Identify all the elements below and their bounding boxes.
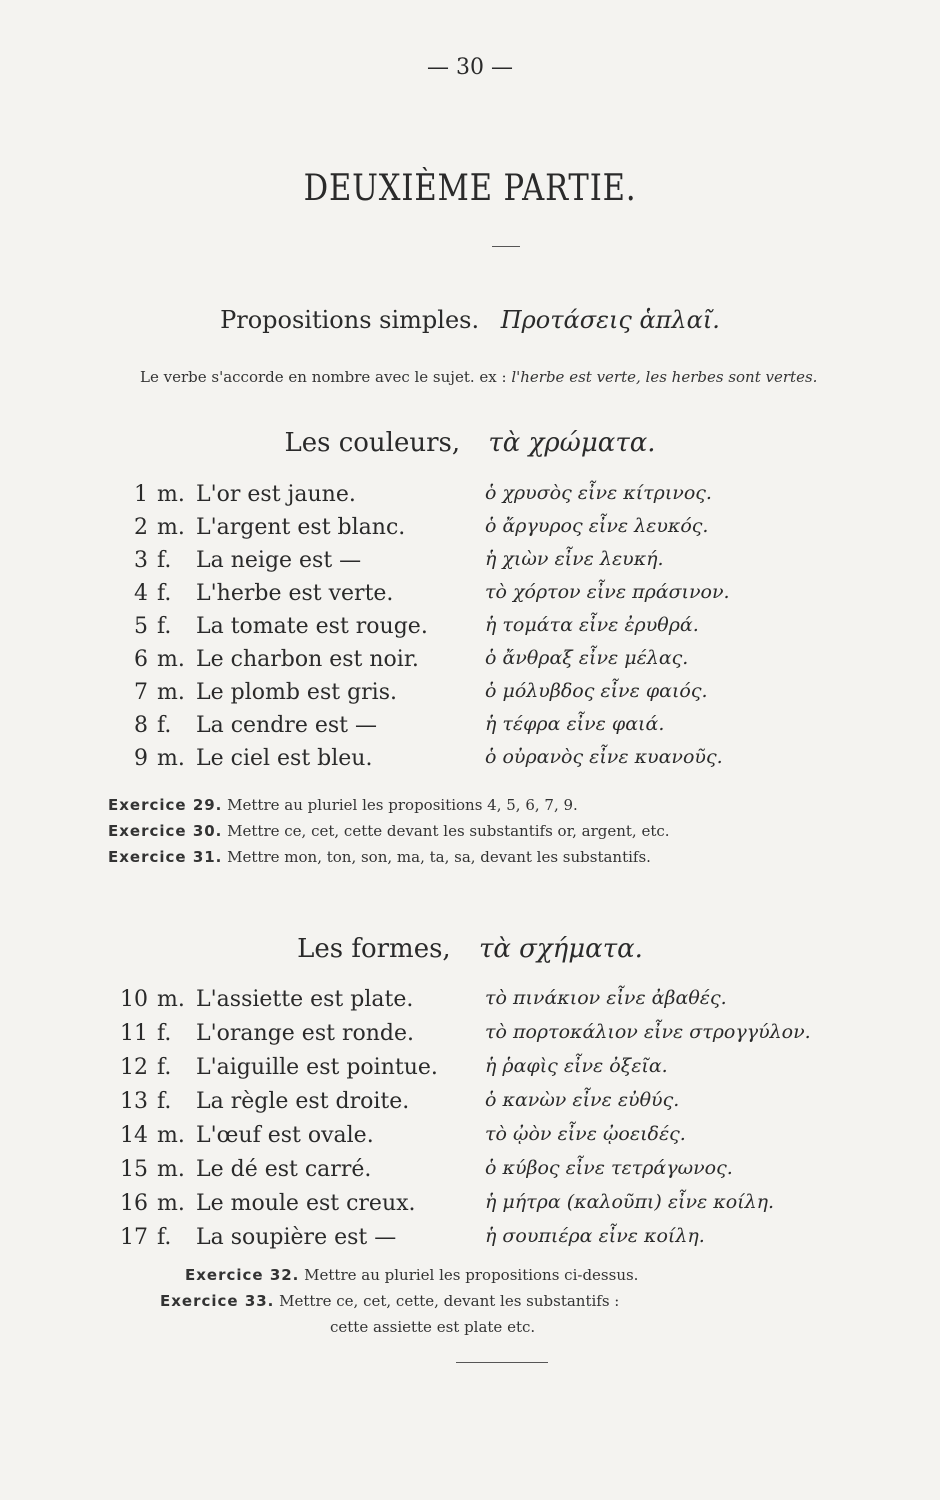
row-greek: ὁ κανὼν εἶνε εὐθύς. [485, 1089, 680, 1111]
row-gender: m. [157, 1123, 185, 1148]
exercise-33 [160, 1291, 619, 1311]
colors-row [0, 746, 940, 778]
row-number: 5 [134, 614, 148, 639]
row-french: L'orange est ronde. [196, 1021, 414, 1046]
row-gender: f. [157, 581, 172, 606]
row-greek: ὁ ἄνθραξ εἶνε μέλας. [485, 647, 689, 669]
colors-title-fr: Les couleurs, [284, 428, 461, 458]
row-french: Le moule est creux. [196, 1191, 416, 1216]
row-french: L'herbe est verte. [196, 581, 394, 606]
row-french: L'œuf est ovale. [196, 1123, 374, 1148]
colors-row [0, 614, 940, 646]
row-gender: f. [157, 1055, 172, 1080]
row-number: 13 [120, 1089, 148, 1114]
row-gender: f. [157, 1089, 172, 1114]
exercise-label: Exercice 33. [160, 1292, 275, 1310]
row-greek: ὁ μόλυβδος εἶνε φαιός. [485, 680, 708, 702]
note-text: Le verbe s'accorde en nombre avec le sujet. ex : [140, 368, 507, 386]
colors-row [0, 581, 940, 613]
row-gender: m. [157, 987, 185, 1012]
forms-row [0, 1021, 940, 1053]
colors-heading [0, 428, 940, 458]
row-gender: m. [157, 680, 185, 705]
row-french: La tomate est rouge. [196, 614, 428, 639]
row-gender: m. [157, 482, 185, 507]
colors-row [0, 713, 940, 745]
row-number: 2 [134, 515, 148, 540]
note-example: l'herbe est verte, les herbes sont vertes. [511, 368, 818, 386]
forms-heading [0, 934, 940, 964]
row-gender: f. [157, 614, 172, 639]
exercise-text: Mettre au pluriel les propositions 4, 5, 6, 7, 9. [227, 796, 578, 814]
row-french: Le plomb est gris. [196, 680, 397, 705]
row-gender: f. [157, 548, 172, 573]
section-title [0, 306, 940, 334]
row-french: Le ciel est bleu. [196, 746, 373, 771]
row-greek: ἡ σουπιέρα εἶνε κοίλη. [485, 1225, 705, 1247]
forms-row [0, 1055, 940, 1087]
title-rule [492, 246, 520, 247]
exercise-label: Exercice 29. [108, 796, 223, 814]
exercise-32 [185, 1265, 638, 1285]
row-greek: ὁ ἄργυρος εἶνε λευκός. [485, 515, 709, 537]
row-french: La soupière est — [196, 1225, 397, 1250]
row-greek: ἡ τέφρα εἶνε φαιά. [485, 713, 665, 735]
exercise-text: Mettre mon, ton, son, ma, ta, sa, devant les substantifs. [227, 848, 651, 866]
row-greek: ὁ χρυσὸς εἶνε κίτρινος. [485, 482, 712, 504]
row-gender: m. [157, 1191, 185, 1216]
row-number: 1 [134, 482, 148, 507]
row-french: L'assiette est plate. [196, 987, 414, 1012]
row-french: La cendre est — [196, 713, 377, 738]
row-french: La règle est droite. [196, 1089, 410, 1114]
exercise-text-line2: cette assiette est plate etc. [330, 1318, 536, 1336]
exercise-label: Exercice 31. [108, 848, 223, 866]
row-number: 9 [134, 746, 148, 771]
row-number: 16 [120, 1191, 148, 1216]
forms-row [0, 1089, 940, 1121]
row-number: 8 [134, 713, 148, 738]
exercise-30 [108, 821, 670, 841]
row-number: 11 [120, 1021, 148, 1046]
row-gender: m. [157, 1157, 185, 1182]
forms-title-gr: τὰ σχήματα. [478, 934, 643, 964]
row-number: 15 [120, 1157, 148, 1182]
row-number: 7 [134, 680, 148, 705]
exercise-text: Mettre au pluriel les propositions ci-dessus. [304, 1266, 639, 1284]
forms-title-fr: Les formes, [297, 934, 451, 964]
exercise-33-continued [330, 1317, 535, 1337]
exercise-text: Mettre ce, cet, cette devant les substantifs or, argent, etc. [227, 822, 670, 840]
row-gender: m. [157, 647, 185, 672]
forms-row [0, 1225, 940, 1257]
row-french: Le charbon est noir. [196, 647, 419, 672]
exercise-label: Exercice 32. [185, 1266, 300, 1284]
row-greek: ἡ μήτρα (καλοῦπι) εἶνε κοίλη. [485, 1191, 775, 1213]
grammar-note [140, 368, 860, 387]
row-french: La neige est — [196, 548, 362, 573]
colors-title-gr: τὰ χρώματα. [488, 428, 656, 458]
row-greek: ἡ ῥαφὶς εἶνε ὀξεῖα. [485, 1055, 668, 1077]
row-greek: τὸ πινάκιον εἶνε ἀβαθές. [485, 987, 727, 1009]
colors-row [0, 482, 940, 514]
row-greek: τὸ ᾠὸν εἶνε ᾠοειδές. [485, 1123, 686, 1145]
row-french: Le dé est carré. [196, 1157, 372, 1182]
row-greek: τὸ πορτοκάλιον εἶνε στρογγύλον. [485, 1021, 811, 1043]
forms-row [0, 1157, 940, 1189]
page-number: — 30 — [427, 55, 513, 80]
forms-row [0, 987, 940, 1019]
row-gender: m. [157, 746, 185, 771]
row-greek: ἡ τομάτα εἶνε ἐρυθρά. [485, 614, 699, 636]
row-number: 12 [120, 1055, 148, 1080]
row-number: 4 [134, 581, 148, 606]
row-gender: f. [157, 1225, 172, 1250]
row-number: 3 [134, 548, 148, 573]
part-title: DEUXIÈME PARTIE. [303, 168, 637, 209]
colors-row [0, 647, 940, 679]
row-greek: ὁ κύβος εἶνε τετράγωνος. [485, 1157, 733, 1179]
section-title-fr: Propositions simples. [220, 306, 480, 334]
row-number: 10 [120, 987, 148, 1012]
row-greek: ὁ οὐρανὸς εἶνε κυανοῦς. [485, 746, 723, 768]
row-french: L'aiguille est pointue. [196, 1055, 438, 1080]
row-french: L'argent est blanc. [196, 515, 406, 540]
forms-row [0, 1191, 940, 1223]
exercise-label: Exercice 30. [108, 822, 223, 840]
row-number: 17 [120, 1225, 148, 1250]
exercise-29 [108, 795, 578, 815]
row-number: 14 [120, 1123, 148, 1148]
colors-row [0, 548, 940, 580]
row-french: L'or est jaune. [196, 482, 356, 507]
exercise-text: Mettre ce, cet, cette, devant les substantifs : [279, 1292, 620, 1310]
row-gender: f. [157, 1021, 172, 1046]
colors-row [0, 680, 940, 712]
row-gender: f. [157, 713, 172, 738]
section-title-gr: Προτάσεις ἁπλαῖ. [500, 306, 720, 334]
row-number: 6 [134, 647, 148, 672]
colors-row [0, 515, 940, 547]
row-greek: τὸ χόρτον εἶνε πράσινον. [485, 581, 730, 603]
row-gender: m. [157, 515, 185, 540]
end-rule [456, 1362, 548, 1363]
exercise-31 [108, 847, 651, 867]
forms-row [0, 1123, 940, 1155]
row-greek: ἡ χιὼν εἶνε λευκή. [485, 548, 664, 570]
